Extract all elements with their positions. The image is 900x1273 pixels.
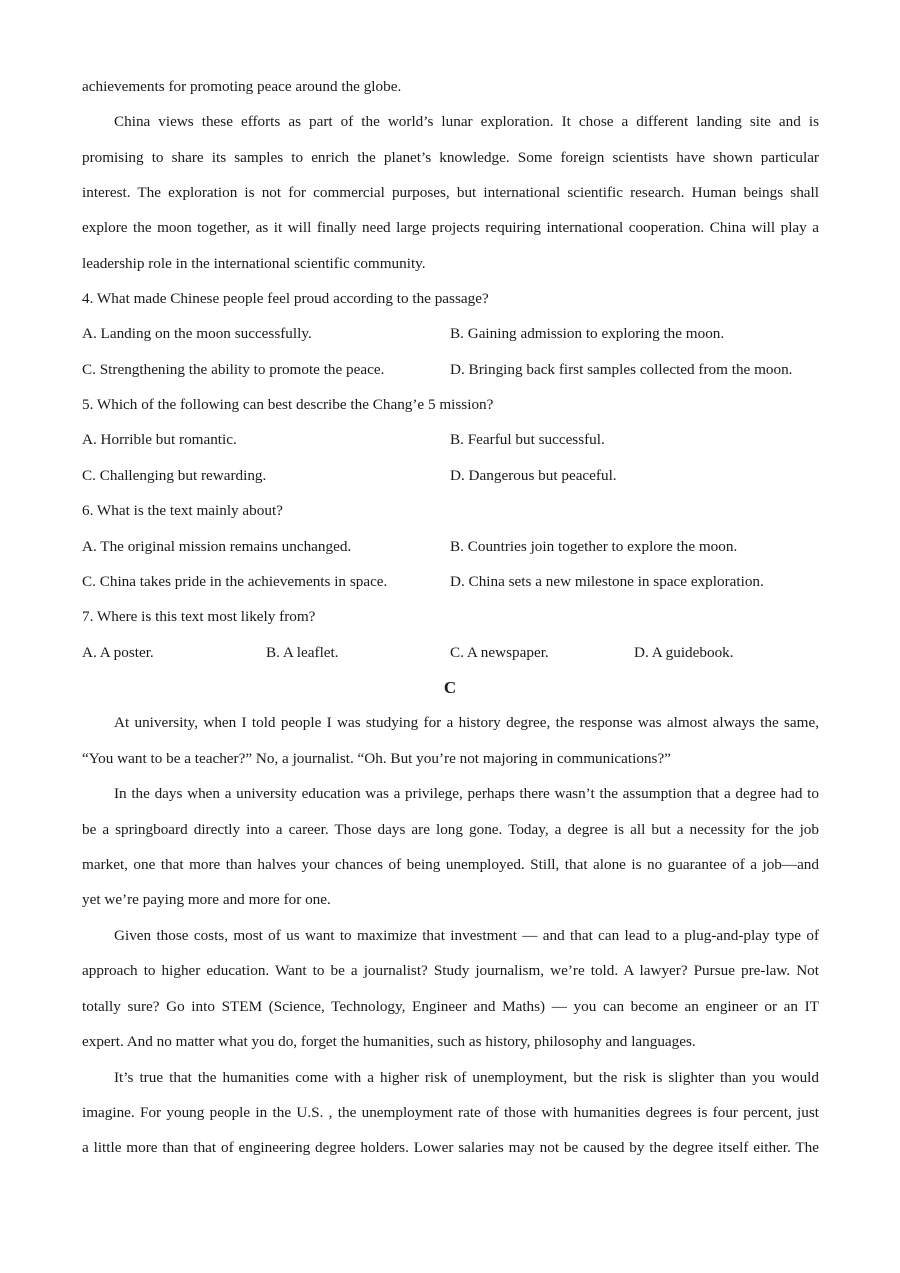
paragraph-line: explore the moon together, as it will finally need large projects requiring international cooperation. China will play a [82, 219, 819, 236]
paragraph-line: It’s true that the humanities come with a higher risk of unemployment, but the risk is slighter than you would [114, 1069, 819, 1086]
paragraph-line: interest. The exploration is not for commercial purposes, but international scientific research. Human beings shall [82, 184, 819, 201]
answer-option-a: A. The original mission remains unchanged. [82, 538, 352, 555]
paragraph-line: “You want to be a teacher?” No, a journalist. “Oh. But you’re not majoring in communications?” [82, 750, 671, 767]
paragraph-line: market, one that more than halves your chances of being unemployed. Still, that alone is no guarantee of a job—and [82, 856, 819, 873]
paragraph-line: promising to share its samples to enrich the planet’s knowledge. Some foreign scientists have shown particular [82, 149, 819, 166]
answer-option-a: A. Landing on the moon successfully. [82, 325, 312, 342]
paragraph-line: totally sure? Go into STEM (Science, Technology, Engineer and Maths) — you can become an engineer or an IT [82, 998, 819, 1015]
answer-option-a: A. A poster. [82, 644, 154, 661]
question-stem: 4. What made Chinese people feel proud according to the passage? [82, 290, 489, 307]
answer-option-d: D. China sets a new milestone in space exploration. [450, 573, 764, 590]
paragraph-line: imagine. For young people in the U.S. , the unemployment rate of those with humanities degrees is four percent, just [82, 1104, 819, 1121]
paragraph-line: leadership role in the international scientific community. [82, 255, 426, 272]
answer-option-a: A. Horrible but romantic. [82, 431, 237, 448]
paragraph-line: a little more than that of engineering degree holders. Lower salaries may not be caused by the degree itself either. The [82, 1139, 819, 1156]
paragraph-line: approach to higher education. Want to be a journalist? Study journalism, we’re told. A lawyer? Pursue pre-law. Not [82, 962, 819, 979]
paragraph-line: be a springboard directly into a career. Those days are long gone. Today, a degree is all but a necessity for the job [82, 821, 819, 838]
paragraph-line: In the days when a university education was a privilege, perhaps there wasn’t the assumption that a degree had to [114, 785, 819, 802]
answer-option-c: C. Challenging but rewarding. [82, 467, 267, 484]
answer-option-d: D. Dangerous but peaceful. [450, 467, 617, 484]
paragraph-line: expert. And no matter what you do, forget the humanities, such as history, philosophy and languages. [82, 1033, 696, 1050]
paragraph-line: yet we’re paying more and more for one. [82, 891, 331, 908]
answer-option-d: D. Bringing back first samples collected from the moon. [450, 361, 793, 378]
answer-option-b: B. Fearful but successful. [450, 431, 605, 448]
answer-option-c: C. China takes pride in the achievements in space. [82, 573, 388, 590]
answer-option-b: B. Countries join together to explore the moon. [450, 538, 738, 555]
question-stem: 6. What is the text mainly about? [82, 502, 283, 519]
answer-option-c: C. A newspaper. [450, 644, 549, 661]
paragraph-line: At university, when I told people I was studying for a history degree, the response was almost always the same, [114, 714, 819, 731]
answer-option-b: B. A leaflet. [266, 644, 339, 661]
answer-option-b: B. Gaining admission to exploring the moon. [450, 325, 725, 342]
paragraph-line: China views these efforts as part of the world’s lunar exploration. It chose a different landing site and is [114, 113, 819, 130]
section-heading: C [443, 678, 457, 697]
question-stem: 7. Where is this text most likely from? [82, 608, 316, 625]
paragraph-line: Given those costs, most of us want to maximize that investment — and that can lead to a plug-and-play type of [114, 927, 819, 944]
paragraph-line: achievements for promoting peace around the globe. [82, 78, 402, 95]
answer-option-d: D. A guidebook. [634, 644, 734, 661]
question-stem: 5. Which of the following can best describe the Chang’e 5 mission? [82, 396, 494, 413]
answer-option-c: C. Strengthening the ability to promote the peace. [82, 361, 385, 378]
